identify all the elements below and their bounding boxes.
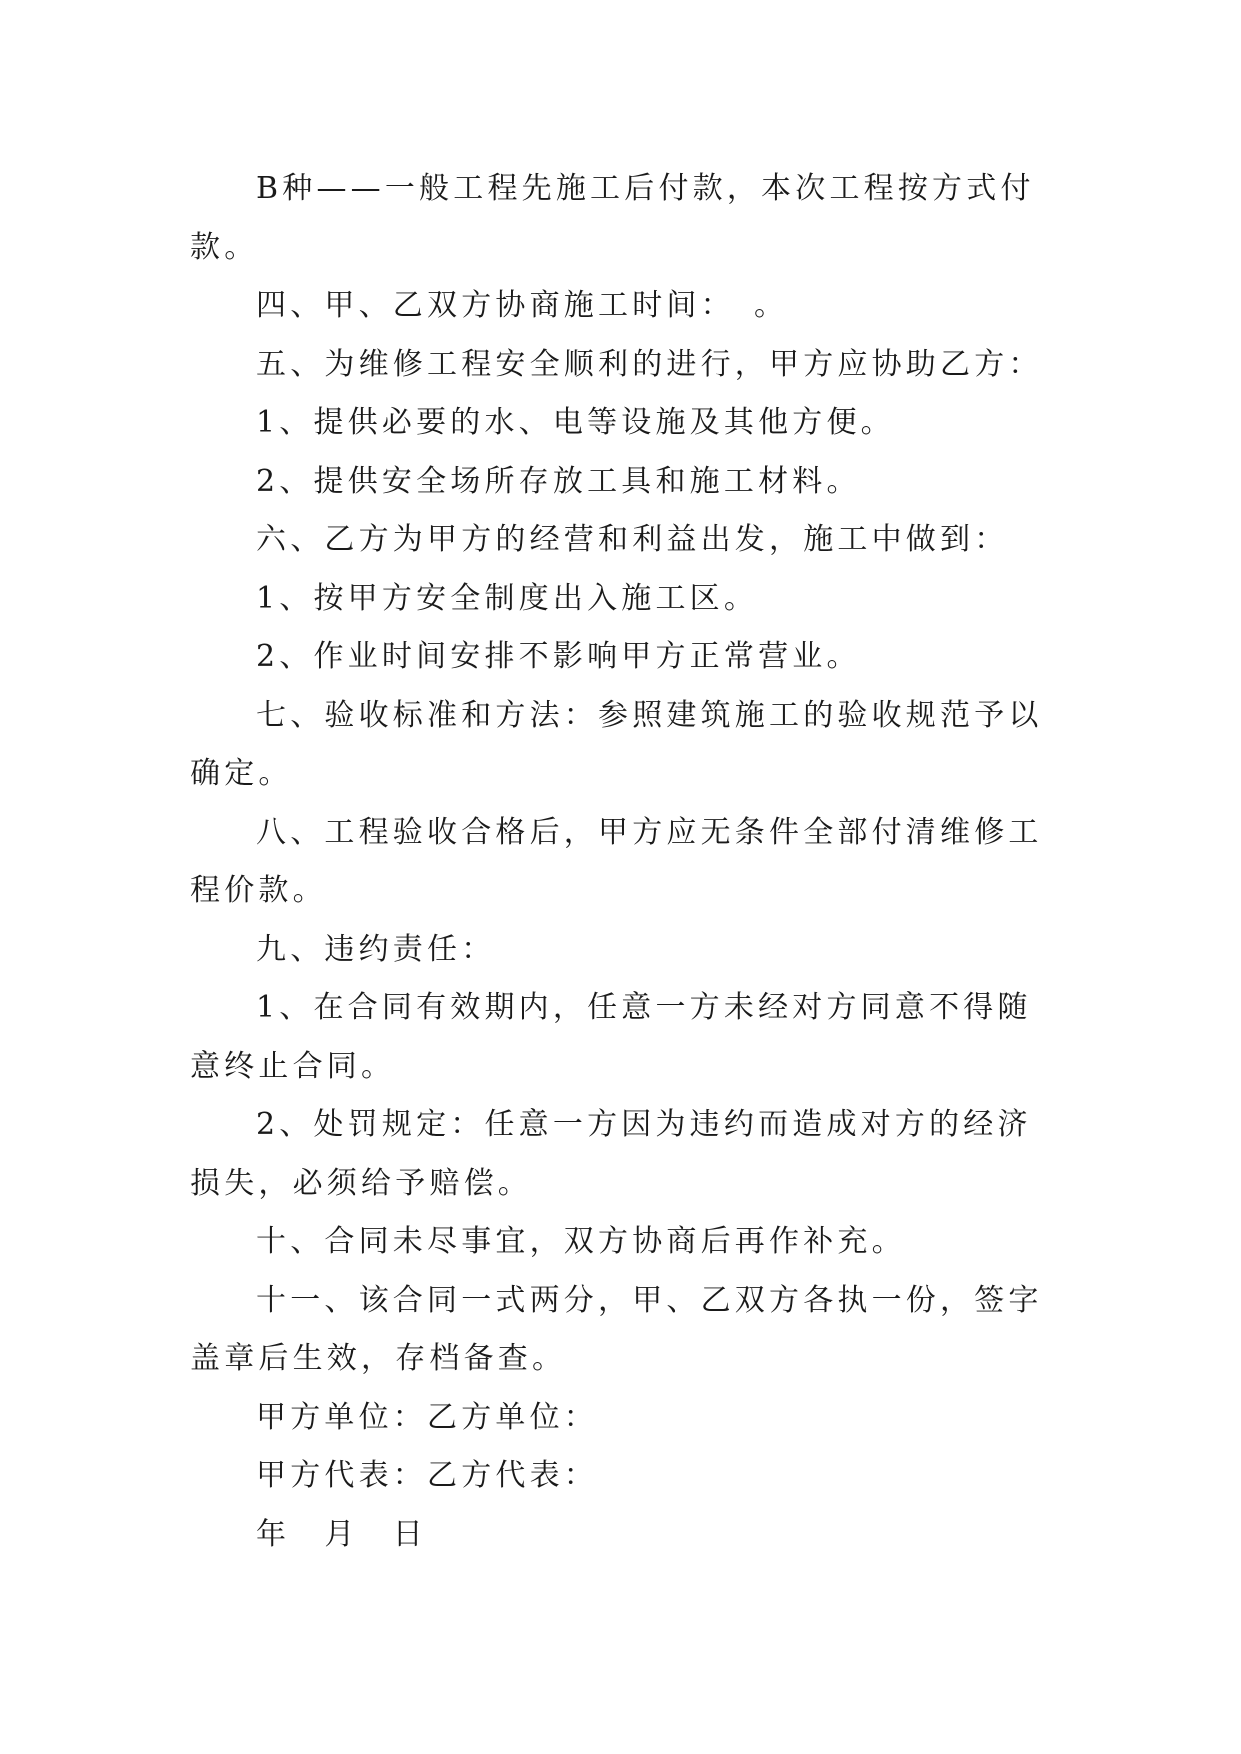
clause-4-schedule: 四、甲、乙双方协商施工时间： 。 [256, 288, 789, 323]
clause-7-acceptance: 七、验收标准和方法：参照建筑施工的验收规范予以确定。 [190, 697, 1043, 791]
signature-date: 年 月 日 [256, 1516, 427, 1552]
clause-6-item-2: 2、作业时间安排不影响甲方正常营业。 [256, 639, 861, 674]
clause-5-item-1: 1、提供必要的水、电等设施及其他方便。 [256, 405, 895, 440]
clause-5-party-a-assist: 五、为维修工程安全顺利的进行，甲方应协助乙方： [256, 346, 1043, 382]
clause-10-supplement: 十、合同未尽事宜，双方协商后再作补充。 [256, 1224, 906, 1259]
clause-5-item-2: 2、提供安全场所存放工具和施工材料。 [256, 463, 861, 499]
clause-6-item-1: 1、按甲方安全制度出入施工区。 [256, 580, 759, 616]
signature-representatives: 甲方代表：乙方代表： [256, 1458, 598, 1493]
clause-8-payment: 八、工程验收合格后，甲方应无条件全部付清维修工程价款。 [190, 814, 1043, 908]
payment-method-clause: B种——一般工程先施工后付款，本次工程按方式付款。 [190, 171, 1035, 265]
clause-9-item-1: 1、在合同有效期内，任意一方未经对方同意不得随意终止合同。 [190, 990, 1032, 1084]
signature-units: 甲方单位：乙方单位： [256, 1399, 598, 1435]
clause-6-party-b-duties: 六、乙方为甲方的经营和利益出发，施工中做到： [256, 522, 1009, 557]
contract-body [190, 160, 1050, 1564]
clause-9-item-2: 2、处罚规定：任意一方因为违约而造成对方的经济损失，必须给予赔偿。 [190, 1107, 1032, 1201]
clause-9-liability: 九、违约责任： [256, 931, 496, 967]
clause-11-copies: 十一、该合同一式两分，甲、乙双方各执一份，签字盖章后生效，存档备查。 [190, 1282, 1043, 1376]
